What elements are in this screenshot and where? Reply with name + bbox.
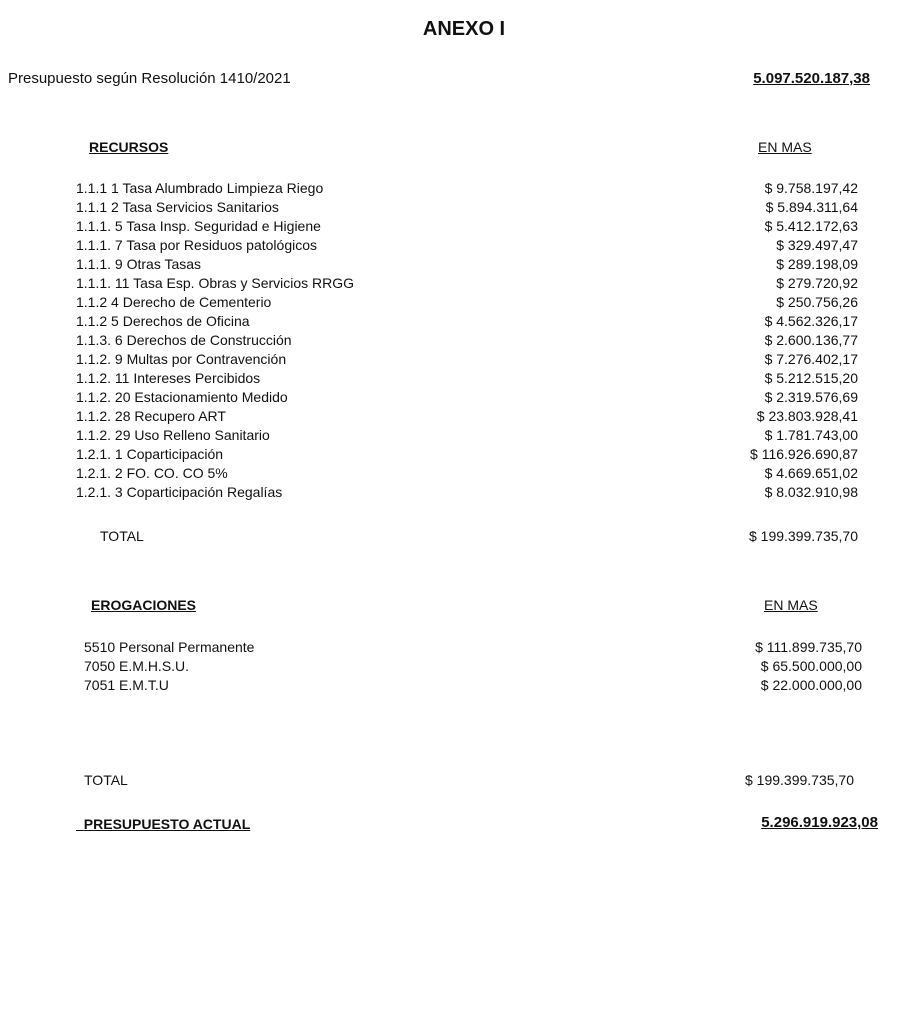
list-item: 7050 E.M.H.S.U. <box>84 658 190 674</box>
recursos-column-header: EN MAS <box>758 139 812 155</box>
list-item: 1.1.2. 20 Estacionamiento Medido <box>76 389 288 405</box>
list-item: 1.1.1. 5 Tasa Insp. Seguridad e Higiene <box>76 218 321 234</box>
list-item: 1.1.2 5 Derechos de Oficina <box>76 313 250 329</box>
list-item: 1.2.1. 1 Coparticipación <box>76 446 224 462</box>
list-item-amount: $ 65.500.000,00 <box>760 658 862 674</box>
list-item-amount: $ 1.781.743,00 <box>764 427 858 443</box>
list-item-amount: $ 250.756,26 <box>776 294 858 310</box>
list-item: 1.2.1. 2 FO. CO. CO 5% <box>76 465 228 481</box>
list-item: 1.1.1. 7 Tasa por Residuos patológicos <box>76 237 318 253</box>
list-item: 1.1.2. 11 Intereses Percibidos <box>76 370 261 386</box>
list-item-amount: $ 9.758.197,42 <box>764 180 858 196</box>
list-item-amount: $ 329.497,47 <box>776 237 858 253</box>
list-item: 1.1.1 2 Tasa Servicios Sanitarios <box>76 199 279 215</box>
list-item: 1.2.1. 3 Coparticipación Regalías <box>76 484 283 500</box>
list-item-amount: $ 5.212.515,20 <box>764 370 858 386</box>
presupuesto-actual-label-text: PRESUPUESTO ACTUAL <box>83 816 251 832</box>
erogaciones-column-header: EN MAS <box>764 597 818 613</box>
list-item-amount: $ 116.926.690,87 <box>750 446 858 462</box>
list-item-amount: $ 5.894.311,64 <box>765 199 858 215</box>
list-item-amount: $ 2.600.136,77 <box>764 332 858 348</box>
erogaciones-amount-list <box>755 638 862 695</box>
list-item: 1.1.1. 11 Tasa Esp. Obras y Servicios RRGG <box>76 275 355 291</box>
list-item: 1.1.2. 28 Recupero ART <box>76 408 226 424</box>
recursos-concept-list <box>76 179 354 502</box>
list-item-amount: $ 111.899.735,70 <box>755 639 862 655</box>
list-item-amount: $ 4.562.326,17 <box>764 313 858 329</box>
list-item-amount: $ 7.276.402,17 <box>764 351 858 367</box>
recursos-total-label: TOTAL <box>100 528 144 544</box>
recursos-total-amount: $ 199.399.735,70 <box>749 528 858 544</box>
list-item-amount: $ 279.720,92 <box>776 275 858 291</box>
recursos-heading: RECURSOS <box>89 139 169 155</box>
list-item-amount: $ 289.198,09 <box>776 256 858 272</box>
presupuesto-amount: 5.097.520.187,38 <box>753 70 870 87</box>
list-item: 5510 Personal Permanente <box>84 639 255 655</box>
list-item-amount: $ 4.669.651,02 <box>764 465 858 481</box>
list-item: 1.1.2 4 Derecho de Cementerio <box>76 294 272 310</box>
erogaciones-total-amount: $ 199.399.735,70 <box>745 772 854 788</box>
list-item-amount: $ 8.032.910,98 <box>764 484 858 500</box>
list-item: 1.1.2. 9 Multas por Contravención <box>76 351 287 367</box>
list-item-amount: $ 2.319.576,69 <box>764 389 858 405</box>
presupuesto-label: Presupuesto según Resolución 1410/2021 <box>8 70 291 87</box>
presupuesto-actual-label <box>76 815 250 834</box>
list-item-amount: $ 5.412.172,63 <box>764 218 858 234</box>
document-title: ANEXO I <box>422 18 506 40</box>
list-item: 1.1.1. 9 Otras Tasas <box>76 256 202 272</box>
list-item-amount: $ 23.803.928,41 <box>756 408 858 424</box>
list-item: 1.1.3. 6 Derechos de Construcción <box>76 332 292 348</box>
erogaciones-concept-list <box>84 638 254 695</box>
erogaciones-total-label: TOTAL <box>84 772 128 788</box>
list-item: 7051 E.M.T.U <box>84 677 169 693</box>
presupuesto-actual-amount: 5.296.919.923,08 <box>761 814 878 831</box>
erogaciones-heading: EROGACIONES <box>91 597 197 613</box>
recursos-amount-list <box>750 179 858 502</box>
list-item-amount: $ 22.000.000,00 <box>760 677 862 693</box>
list-item: 1.1.2. 29 Uso Relleno Sanitario <box>76 427 270 443</box>
list-item: 1.1.1 1 Tasa Alumbrado Limpieza Riego <box>76 180 324 196</box>
